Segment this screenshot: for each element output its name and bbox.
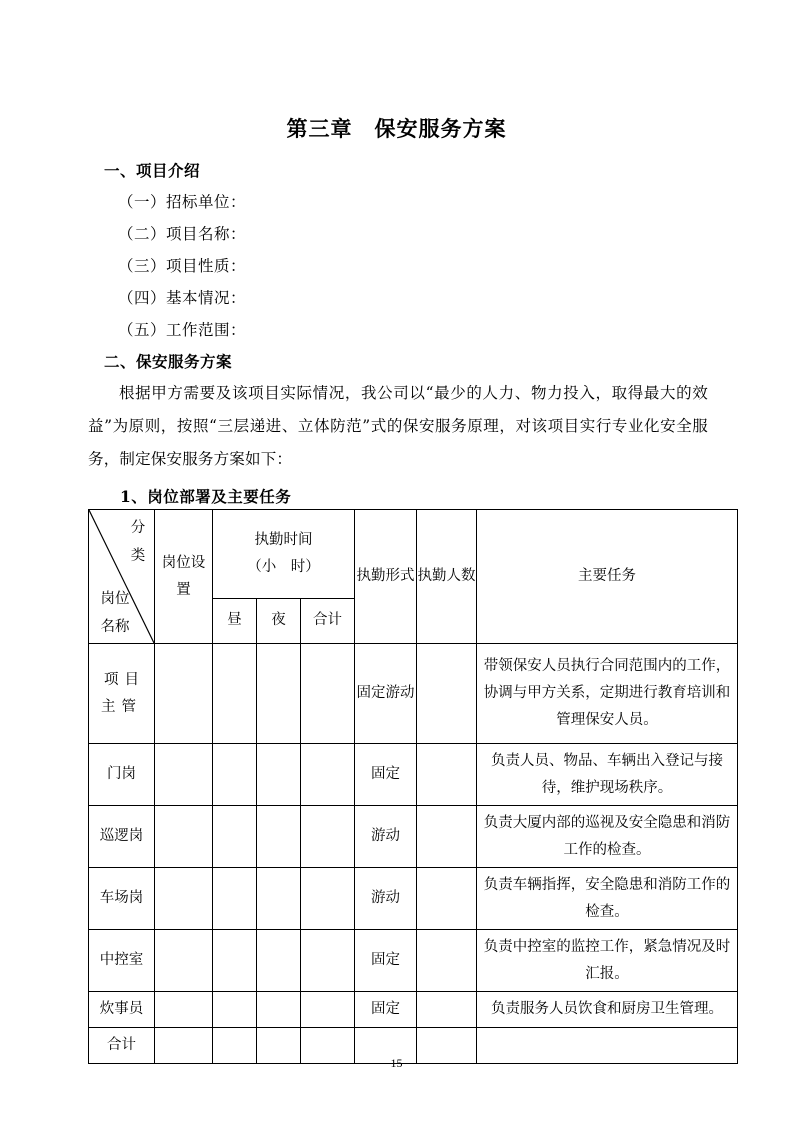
header-night: 夜 — [257, 598, 301, 643]
cell-duty-count — [417, 644, 477, 744]
cell-duty-form: 游动 — [355, 806, 417, 868]
cell-day — [213, 644, 257, 744]
page-number: 15 — [390, 1056, 403, 1070]
cell-post-name: 项目主管 — [89, 644, 155, 744]
cell-day — [213, 992, 257, 1028]
header-duty-form — [355, 510, 417, 644]
cell-subtotal — [301, 744, 355, 806]
cell-night — [257, 806, 301, 868]
cell-post-setting — [155, 806, 213, 868]
header-corner-top-label: 分类 — [130, 520, 146, 564]
cell-post-setting — [155, 868, 213, 930]
section-heading-2: 二、保安服务方案 — [104, 352, 233, 371]
header-duty-time-unit: （小 时） — [247, 558, 320, 575]
cell-night — [257, 992, 301, 1028]
table-header — [89, 510, 738, 644]
cell-post-name: 车场岗 — [89, 868, 155, 930]
table-row — [89, 744, 738, 806]
cell-duty-count — [417, 992, 477, 1028]
cell-main-task: 负责人员、物品、车辆出入登记与接待，维护现场秩序。 — [477, 744, 738, 806]
cell-night — [257, 930, 301, 992]
cell-duty-count — [417, 868, 477, 930]
header-duty-time-label: 执勤时间 — [254, 531, 313, 548]
header-subtotal: 合计 — [301, 598, 355, 643]
header-corner-cell — [89, 510, 155, 644]
cell-post-name: 门岗 — [89, 744, 155, 806]
table-row — [89, 868, 738, 930]
section-2-paragraph: 根据甲方需要及该项目实际情况，我公司以“最少的人力、物力投入，取得最大的效益”为原则，按照“三层递进、立体防范”式的保安服务原理，对该项目实行专业化安全服务，制定保安服务方案如下： — [88, 384, 708, 468]
cell-duty-form: 固定 — [355, 744, 417, 806]
header-duty-count — [417, 510, 477, 644]
cell-post-setting — [155, 992, 213, 1028]
cell-subtotal — [301, 930, 355, 992]
cell-duty-count — [417, 930, 477, 992]
cell-post-setting — [155, 744, 213, 806]
header-corner-bottom-label: 岗位名称 — [100, 591, 130, 635]
cell-main-task: 负责中控室的监控工作，紧急情况及时汇报。 — [477, 930, 738, 992]
cell-main-task: 负责车辆指挥，安全隐患和消防工作的检查。 — [477, 868, 738, 930]
table-header-row-1 — [89, 510, 738, 599]
table-row — [89, 992, 738, 1028]
cell-day — [213, 806, 257, 868]
header-main-task — [477, 510, 738, 644]
header-duty-time — [213, 510, 355, 599]
cell-day — [213, 930, 257, 992]
section-2-sub-heading: 1、岗位部署及主要任务 — [120, 487, 292, 506]
table-row — [89, 930, 738, 992]
cell-post-name: 巡逻岗 — [89, 806, 155, 868]
cell-post-setting — [155, 644, 213, 744]
cell-duty-form: 游动 — [355, 868, 417, 930]
cell-day — [213, 868, 257, 930]
post-deployment-table-wrapper — [88, 509, 737, 1064]
cell-subtotal — [301, 806, 355, 868]
header-duty-count-label: 执勤人数 — [417, 568, 476, 584]
section-heading-1: 一、项目介绍 — [104, 161, 201, 180]
cell-main-task: 带领保安人员执行合同范围内的工作，协调与甲方关系，定期进行教育培训和管理保安人员。 — [477, 644, 738, 744]
table-row — [89, 644, 738, 744]
section-1-item-4: （四）基本情况： — [118, 289, 247, 307]
page-title: 第三章 保安服务方案 — [286, 116, 507, 141]
cell-duty-form: 固定 — [355, 992, 417, 1028]
cell-main-task: 负责服务人员饮食和厨房卫生管理。 — [477, 992, 738, 1028]
table-body — [89, 644, 738, 1064]
cell-duty-form: 固定游动 — [355, 644, 417, 744]
header-main-task-label: 主要任务 — [578, 568, 636, 584]
section-1-item-5: （五）工作范围： — [118, 321, 247, 339]
cell-night — [257, 868, 301, 930]
cell-post-setting — [155, 930, 213, 992]
cell-day — [213, 744, 257, 806]
cell-subtotal — [301, 868, 355, 930]
cell-post-name: 合计 — [89, 1028, 155, 1064]
header-day: 昼 — [213, 598, 257, 643]
section-1-item-3: （三）项目性质： — [118, 257, 247, 275]
cell-subtotal — [301, 644, 355, 744]
cell-main-task: 负责大厦内部的巡视及安全隐患和消防工作的检查。 — [477, 806, 738, 868]
cell-duty-form: 固定 — [355, 930, 417, 992]
header-post-setting — [155, 510, 213, 644]
cell-duty-count — [417, 806, 477, 868]
cell-duty-count — [417, 744, 477, 806]
cell-night — [257, 744, 301, 806]
cell-post-name: 中控室 — [89, 930, 155, 992]
header-post-setting-label: 岗位设置 — [161, 554, 206, 598]
section-1-item-2: （二）项目名称： — [118, 225, 247, 243]
cell-post-name: 炊事员 — [89, 992, 155, 1028]
post-deployment-table — [88, 509, 738, 1064]
cell-night — [257, 644, 301, 744]
section-1-item-1: （一）招标单位： — [118, 193, 247, 211]
header-duty-form-label: 执勤形式 — [356, 568, 415, 584]
table-row — [89, 806, 738, 868]
cell-subtotal — [301, 992, 355, 1028]
document-body — [88, 155, 708, 514]
